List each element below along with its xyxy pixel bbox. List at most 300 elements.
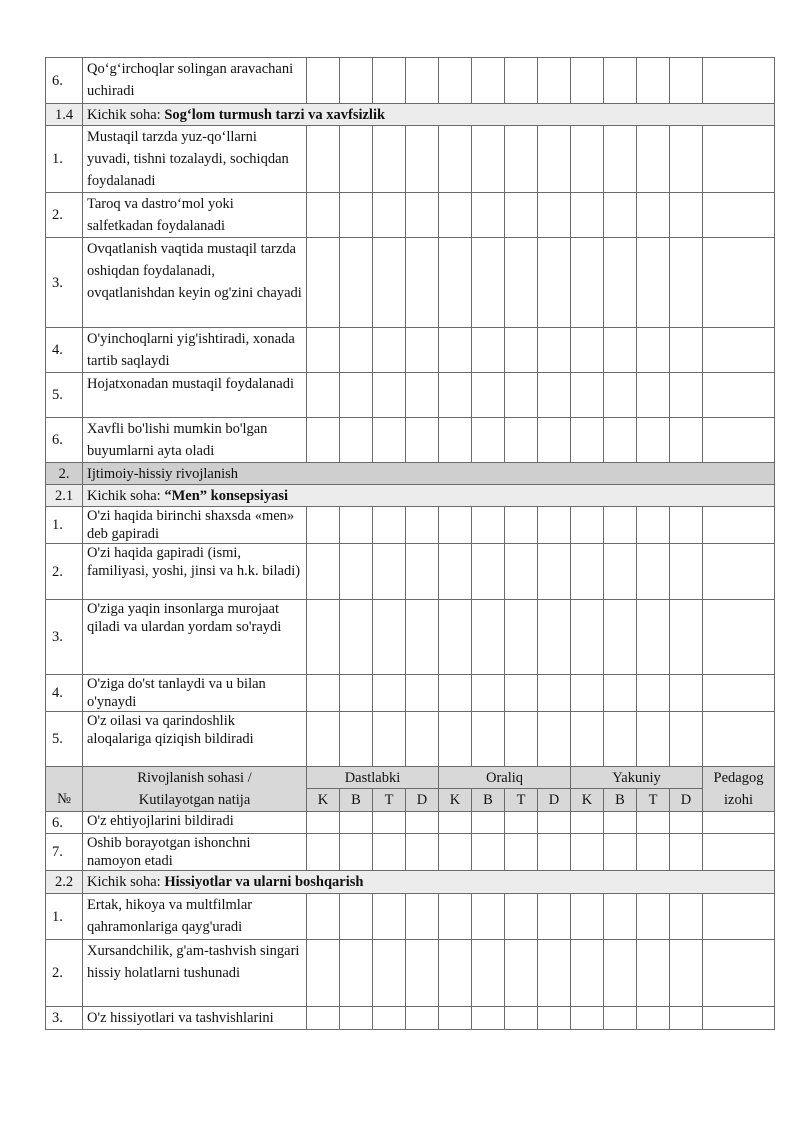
score-cell[interactable] <box>373 126 406 193</box>
row-description: O'ziga yaqin insonlarga murojaat qiladi va ulardan yordam so'raydi <box>83 600 307 675</box>
note-cell[interactable] <box>703 544 775 600</box>
score-cell[interactable] <box>571 600 604 675</box>
score-cell[interactable] <box>505 834 538 871</box>
score-cell[interactable] <box>472 834 505 871</box>
score-cell[interactable] <box>340 600 373 675</box>
subdomain-name: Sog‘lom turmush tarzi va xavfsizlik <box>164 106 386 123</box>
score-cell[interactable] <box>307 712 340 767</box>
row-number: 7. <box>46 834 83 871</box>
row-number: 5. <box>46 373 83 418</box>
score-cell[interactable] <box>538 507 571 544</box>
header-level: T <box>637 789 670 812</box>
score-cell[interactable] <box>373 834 406 871</box>
score-cell[interactable] <box>406 418 439 463</box>
score-cell[interactable] <box>406 675 439 712</box>
score-cell[interactable] <box>406 193 439 238</box>
subdomain-row <box>46 485 775 507</box>
score-cell[interactable] <box>340 507 373 544</box>
score-cell[interactable] <box>637 418 670 463</box>
table-row <box>46 812 775 834</box>
table-row <box>46 712 775 767</box>
header-num: № <box>46 767 83 812</box>
score-cell[interactable] <box>637 675 670 712</box>
score-cell[interactable] <box>406 600 439 675</box>
score-cell[interactable] <box>472 600 505 675</box>
row-description: O'zi haqida gapiradi (ismi, familiyasi, yoshi, jinsi va h.k. biladi) <box>83 544 307 600</box>
score-cell[interactable] <box>472 58 505 104</box>
score-cell[interactable] <box>439 812 472 834</box>
score-cell[interactable] <box>505 507 538 544</box>
score-cell[interactable] <box>505 712 538 767</box>
table-row <box>46 544 775 600</box>
score-cell[interactable] <box>637 193 670 238</box>
score-cell[interactable] <box>571 238 604 328</box>
subdomain-title <box>83 485 775 507</box>
score-cell[interactable] <box>670 940 703 1007</box>
score-cell[interactable] <box>637 544 670 600</box>
score-cell[interactable] <box>670 58 703 104</box>
score-cell[interactable] <box>538 834 571 871</box>
score-cell[interactable] <box>406 940 439 1007</box>
score-cell[interactable] <box>307 940 340 1007</box>
score-cell[interactable] <box>439 940 472 1007</box>
score-cell[interactable] <box>340 58 373 104</box>
note-cell[interactable] <box>703 712 775 767</box>
score-cell[interactable] <box>307 507 340 544</box>
note-cell[interactable] <box>703 507 775 544</box>
subdomain-name: “Men” konsepsiyasi <box>164 487 289 504</box>
subdomain-prefix: Kichik soha: <box>87 487 165 504</box>
score-cell[interactable] <box>373 600 406 675</box>
score-cell[interactable] <box>670 894 703 940</box>
score-cell[interactable] <box>571 1007 604 1030</box>
score-cell[interactable] <box>670 193 703 238</box>
score-cell[interactable] <box>604 328 637 373</box>
score-cell[interactable] <box>439 418 472 463</box>
score-cell[interactable] <box>373 812 406 834</box>
score-cell[interactable] <box>373 675 406 712</box>
header-period-2: Oraliq <box>439 767 571 789</box>
table-row <box>46 126 775 193</box>
table-row <box>46 1007 775 1030</box>
row-number: 2. <box>46 544 83 600</box>
note-cell[interactable] <box>703 834 775 871</box>
score-cell[interactable] <box>670 600 703 675</box>
row-number: 2. <box>46 940 83 1007</box>
score-cell[interactable] <box>406 812 439 834</box>
score-cell[interactable] <box>670 126 703 193</box>
header-level: B <box>340 789 373 812</box>
score-cell[interactable] <box>505 675 538 712</box>
score-cell[interactable] <box>373 328 406 373</box>
subdomain-name: Hissiyotlar va ularni boshqarish <box>164 874 364 890</box>
score-cell[interactable] <box>637 328 670 373</box>
score-cell[interactable] <box>571 712 604 767</box>
score-cell[interactable] <box>505 328 538 373</box>
score-cell[interactable] <box>340 940 373 1007</box>
score-cell[interactable] <box>373 1007 406 1030</box>
score-cell[interactable] <box>307 894 340 940</box>
score-cell[interactable] <box>505 418 538 463</box>
score-cell[interactable] <box>340 712 373 767</box>
score-cell[interactable] <box>406 544 439 600</box>
score-cell[interactable] <box>505 894 538 940</box>
row-number: 6. <box>46 812 83 834</box>
score-cell[interactable] <box>472 712 505 767</box>
score-cell[interactable] <box>340 328 373 373</box>
note-cell[interactable] <box>703 675 775 712</box>
header-level: D <box>670 789 703 812</box>
score-cell[interactable] <box>604 940 637 1007</box>
subdomain-row <box>46 104 775 126</box>
note-cell[interactable] <box>703 894 775 940</box>
score-cell[interactable] <box>538 600 571 675</box>
note-cell[interactable] <box>703 126 775 193</box>
score-cell[interactable] <box>637 507 670 544</box>
score-cell[interactable] <box>340 193 373 238</box>
header-level: D <box>406 789 439 812</box>
score-cell[interactable] <box>670 328 703 373</box>
score-cell[interactable] <box>505 600 538 675</box>
score-cell[interactable] <box>373 373 406 418</box>
score-cell[interactable] <box>439 126 472 193</box>
score-cell[interactable] <box>307 126 340 193</box>
score-cell[interactable] <box>571 894 604 940</box>
table-row <box>46 193 775 238</box>
row-description: Xavfli bo'lishi mumkin bo'lgan buyumlarni ayta oladi <box>83 418 307 463</box>
score-cell[interactable] <box>637 58 670 104</box>
score-cell[interactable] <box>538 894 571 940</box>
note-cell[interactable] <box>703 600 775 675</box>
score-cell[interactable] <box>637 834 670 871</box>
score-cell[interactable] <box>340 894 373 940</box>
row-description: O'ziga do'st tanlaydi va u bilan o'ynaydi <box>83 675 307 712</box>
score-cell[interactable] <box>604 834 637 871</box>
score-cell[interactable] <box>307 1007 340 1030</box>
subdomain-number: 1.4 <box>46 104 83 126</box>
row-number: 1. <box>46 894 83 940</box>
subdomain-number: 2.2 <box>46 871 83 894</box>
score-cell[interactable] <box>406 328 439 373</box>
score-cell[interactable] <box>439 193 472 238</box>
score-cell[interactable] <box>637 894 670 940</box>
score-cell[interactable] <box>538 126 571 193</box>
score-cell[interactable] <box>538 373 571 418</box>
note-cell[interactable] <box>703 238 775 328</box>
row-description: Hojatxonadan mustaqil foydalanadi <box>83 373 307 418</box>
score-cell[interactable] <box>637 812 670 834</box>
score-cell[interactable] <box>472 894 505 940</box>
note-cell[interactable] <box>703 940 775 1007</box>
score-cell[interactable] <box>472 418 505 463</box>
score-cell[interactable] <box>439 507 472 544</box>
score-cell[interactable] <box>406 126 439 193</box>
score-cell[interactable] <box>307 834 340 871</box>
assessment-table <box>45 57 775 1030</box>
row-description: O'z hissiyotlari va tashvishlarini <box>83 1007 307 1030</box>
note-cell[interactable] <box>703 193 775 238</box>
score-cell[interactable] <box>505 193 538 238</box>
subdomain-title <box>83 871 775 894</box>
score-cell[interactable] <box>637 600 670 675</box>
score-cell[interactable] <box>505 1007 538 1030</box>
score-cell[interactable] <box>670 675 703 712</box>
score-cell[interactable] <box>571 373 604 418</box>
score-cell[interactable] <box>373 712 406 767</box>
score-cell[interactable] <box>340 544 373 600</box>
score-cell[interactable] <box>307 418 340 463</box>
row-number: 5. <box>46 712 83 767</box>
score-cell[interactable] <box>604 812 637 834</box>
header-note-line-2: izohi <box>724 792 753 808</box>
score-cell[interactable] <box>571 812 604 834</box>
score-cell[interactable] <box>406 238 439 328</box>
score-cell[interactable] <box>505 812 538 834</box>
score-cell[interactable] <box>307 373 340 418</box>
score-cell[interactable] <box>340 812 373 834</box>
score-cell[interactable] <box>670 373 703 418</box>
row-description: Qo‘g‘irchoqlar solingan aravachani uchiradi <box>83 58 307 104</box>
score-cell[interactable] <box>670 812 703 834</box>
score-cell[interactable] <box>472 675 505 712</box>
score-cell[interactable] <box>538 675 571 712</box>
score-cell[interactable] <box>505 126 538 193</box>
score-cell[interactable] <box>406 1007 439 1030</box>
note-cell[interactable] <box>703 812 775 834</box>
score-cell[interactable] <box>439 544 472 600</box>
table-row <box>46 507 775 544</box>
score-cell[interactable] <box>604 193 637 238</box>
score-cell[interactable] <box>439 600 472 675</box>
note-cell[interactable] <box>703 373 775 418</box>
score-cell[interactable] <box>472 238 505 328</box>
score-cell[interactable] <box>439 834 472 871</box>
score-cell[interactable] <box>439 238 472 328</box>
row-number: 3. <box>46 1007 83 1030</box>
row-description: Taroq va dastro‘mol yoki salfetkadan foydalanadi <box>83 193 307 238</box>
score-cell[interactable] <box>307 675 340 712</box>
score-cell[interactable] <box>472 193 505 238</box>
score-cell[interactable] <box>439 1007 472 1030</box>
score-cell[interactable] <box>571 544 604 600</box>
score-cell[interactable] <box>373 58 406 104</box>
score-cell[interactable] <box>340 1007 373 1030</box>
score-cell[interactable] <box>538 712 571 767</box>
score-cell[interactable] <box>604 1007 637 1030</box>
score-cell[interactable] <box>670 238 703 328</box>
subdomain-number: 2.1 <box>46 485 83 507</box>
score-cell[interactable] <box>571 418 604 463</box>
subdomain-prefix: Kichik soha: <box>87 106 165 123</box>
score-cell[interactable] <box>439 894 472 940</box>
row-description: Ertak, hikoya va multfilmlar qahramonlariga qayg'uradi <box>83 894 307 940</box>
subdomain-prefix: Kichik soha: <box>87 874 165 890</box>
score-cell[interactable] <box>472 812 505 834</box>
score-cell[interactable] <box>472 126 505 193</box>
score-cell[interactable] <box>439 712 472 767</box>
score-cell[interactable] <box>373 544 406 600</box>
score-cell[interactable] <box>637 712 670 767</box>
score-cell[interactable] <box>637 238 670 328</box>
score-cell[interactable] <box>505 544 538 600</box>
subdomain-title <box>83 104 775 126</box>
score-cell[interactable] <box>406 58 439 104</box>
score-cell[interactable] <box>373 940 406 1007</box>
score-cell[interactable] <box>604 894 637 940</box>
table-row <box>46 894 775 940</box>
score-cell[interactable] <box>604 373 637 418</box>
score-cell[interactable] <box>307 544 340 600</box>
row-description: O'zi haqida birinchi shaxsda «men» deb gapiradi <box>83 507 307 544</box>
table-row <box>46 58 775 104</box>
score-cell[interactable] <box>472 328 505 373</box>
score-cell[interactable] <box>571 328 604 373</box>
score-cell[interactable] <box>307 328 340 373</box>
header-period-3: Yakuniy <box>571 767 703 789</box>
score-cell[interactable] <box>373 193 406 238</box>
score-cell[interactable] <box>637 126 670 193</box>
table-row <box>46 328 775 373</box>
score-cell[interactable] <box>538 238 571 328</box>
score-cell[interactable] <box>472 1007 505 1030</box>
row-description: O'z ehtiyojlarini bildiradi <box>83 812 307 834</box>
row-description: O'z oilasi va qarindoshlik aloqalariga qiziqish bildiradi <box>83 712 307 767</box>
score-cell[interactable] <box>439 58 472 104</box>
score-cell[interactable] <box>604 126 637 193</box>
header-domain <box>83 767 307 812</box>
score-cell[interactable] <box>406 373 439 418</box>
score-cell[interactable] <box>538 812 571 834</box>
score-cell[interactable] <box>604 507 637 544</box>
note-cell[interactable] <box>703 418 775 463</box>
score-cell[interactable] <box>670 834 703 871</box>
row-number: 2. <box>46 193 83 238</box>
score-cell[interactable] <box>571 193 604 238</box>
score-cell[interactable] <box>406 894 439 940</box>
score-cell[interactable] <box>538 418 571 463</box>
score-cell[interactable] <box>373 507 406 544</box>
score-cell[interactable] <box>472 544 505 600</box>
score-cell[interactable] <box>571 126 604 193</box>
note-cell[interactable] <box>703 1007 775 1030</box>
score-cell[interactable] <box>637 1007 670 1030</box>
score-cell[interactable] <box>604 238 637 328</box>
score-cell[interactable] <box>571 940 604 1007</box>
note-cell[interactable] <box>703 328 775 373</box>
score-cell[interactable] <box>604 544 637 600</box>
score-cell[interactable] <box>406 712 439 767</box>
score-cell[interactable] <box>307 193 340 238</box>
score-cell[interactable] <box>538 1007 571 1030</box>
row-number: 4. <box>46 328 83 373</box>
header-level: K <box>307 789 340 812</box>
score-cell[interactable] <box>670 418 703 463</box>
score-cell[interactable] <box>538 544 571 600</box>
score-cell[interactable] <box>505 238 538 328</box>
score-cell[interactable] <box>439 675 472 712</box>
score-cell[interactable] <box>604 418 637 463</box>
score-cell[interactable] <box>571 507 604 544</box>
header-level: T <box>373 789 406 812</box>
domain-row <box>46 463 775 485</box>
row-description: Ovqatlanish vaqtida mustaqil tarzda oshiqdan foydalanadi, ovqatlanishdan keyin og'zini chayadi <box>83 238 307 328</box>
score-cell[interactable] <box>505 58 538 104</box>
row-number: 1. <box>46 126 83 193</box>
header-level: D <box>538 789 571 812</box>
score-cell[interactable] <box>604 58 637 104</box>
header-level: T <box>505 789 538 812</box>
row-number: 4. <box>46 675 83 712</box>
header-level: K <box>571 789 604 812</box>
score-cell[interactable] <box>340 373 373 418</box>
score-cell[interactable] <box>505 940 538 1007</box>
table-row <box>46 238 775 328</box>
row-number: 6. <box>46 58 83 104</box>
score-cell[interactable] <box>538 328 571 373</box>
score-cell[interactable] <box>472 373 505 418</box>
domain-title: Ijtimoiy-hissiy rivojlanish <box>83 463 775 485</box>
header-domain-line-1: Rivojlanish sohasi / <box>137 770 252 786</box>
score-cell[interactable] <box>571 675 604 712</box>
score-cell[interactable] <box>538 58 571 104</box>
score-cell[interactable] <box>340 834 373 871</box>
header-level: B <box>604 789 637 812</box>
table-row <box>46 834 775 871</box>
score-cell[interactable] <box>472 507 505 544</box>
table-row <box>46 373 775 418</box>
score-cell[interactable] <box>670 507 703 544</box>
score-cell[interactable] <box>439 328 472 373</box>
score-cell[interactable] <box>637 373 670 418</box>
score-cell[interactable] <box>505 373 538 418</box>
row-number: 1. <box>46 507 83 544</box>
score-cell[interactable] <box>340 418 373 463</box>
score-cell[interactable] <box>604 712 637 767</box>
row-number: 3. <box>46 600 83 675</box>
note-cell[interactable] <box>703 58 775 104</box>
score-cell[interactable] <box>538 193 571 238</box>
score-cell[interactable] <box>538 940 571 1007</box>
subdomain-row <box>46 871 775 894</box>
score-cell[interactable] <box>571 58 604 104</box>
score-cell[interactable] <box>307 812 340 834</box>
score-cell[interactable] <box>307 600 340 675</box>
score-cell[interactable] <box>604 600 637 675</box>
header-level: K <box>439 789 472 812</box>
table-row <box>46 940 775 1007</box>
score-cell[interactable] <box>472 940 505 1007</box>
score-cell[interactable] <box>637 940 670 1007</box>
score-cell[interactable] <box>340 238 373 328</box>
score-cell[interactable] <box>340 675 373 712</box>
score-cell[interactable] <box>406 507 439 544</box>
score-cell[interactable] <box>373 418 406 463</box>
score-cell[interactable] <box>670 712 703 767</box>
score-cell[interactable] <box>571 834 604 871</box>
score-cell[interactable] <box>406 834 439 871</box>
score-cell[interactable] <box>670 544 703 600</box>
score-cell[interactable] <box>307 238 340 328</box>
score-cell[interactable] <box>604 675 637 712</box>
header-period-1: Dastlabki <box>307 767 439 789</box>
table-row <box>46 600 775 675</box>
score-cell[interactable] <box>670 1007 703 1030</box>
score-cell[interactable] <box>373 238 406 328</box>
score-cell[interactable] <box>340 126 373 193</box>
score-cell[interactable] <box>373 894 406 940</box>
score-cell[interactable] <box>439 373 472 418</box>
score-cell[interactable] <box>307 58 340 104</box>
